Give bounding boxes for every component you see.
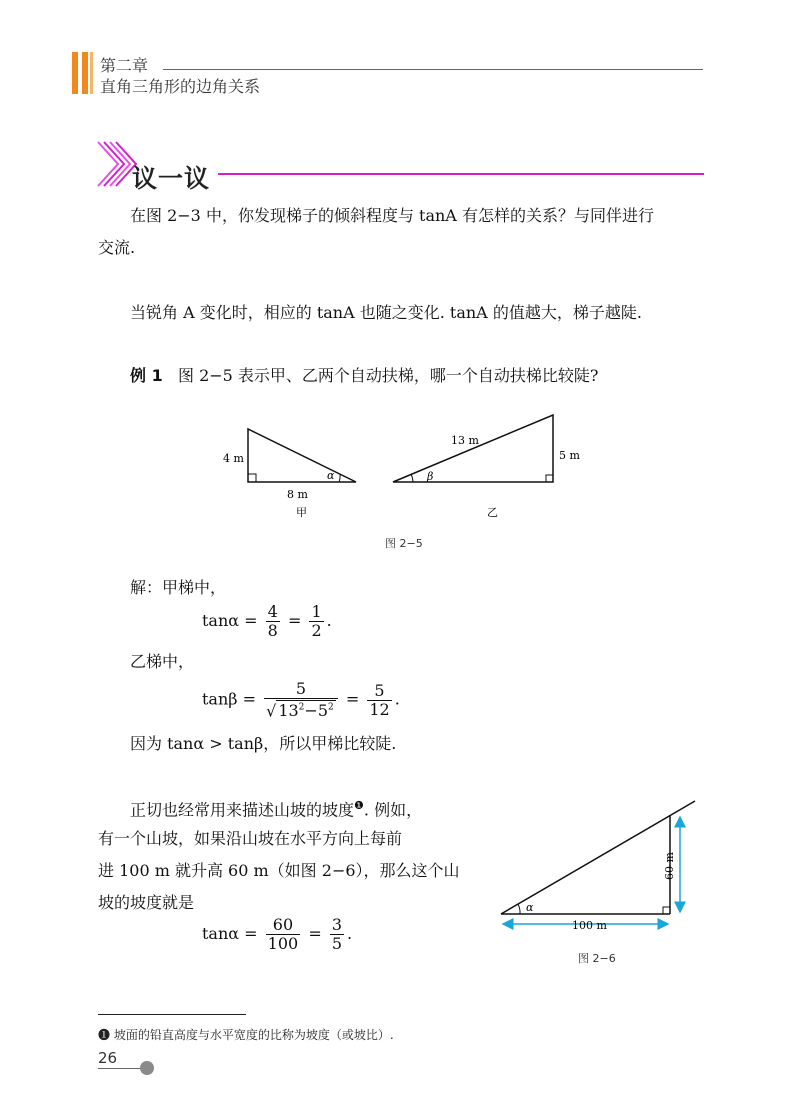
figure-2-6-caption: 图 2−6 xyxy=(578,952,616,965)
header-accent-bar-1 xyxy=(72,52,78,94)
example-label: 例 1 xyxy=(130,366,163,385)
fig26-base-label: 100 m xyxy=(572,919,607,932)
fraction xyxy=(266,916,301,953)
footnote-mark: ❶ xyxy=(98,1028,111,1042)
footnote-rule xyxy=(98,1014,246,1015)
slope-line-1 xyxy=(130,790,422,826)
figure-2-5-caption: 图 2−5 xyxy=(385,537,423,550)
equation-slope xyxy=(202,916,352,953)
page-number: 26 xyxy=(98,1049,118,1067)
header-accent-bar-3 xyxy=(90,52,93,94)
equals-sign: = xyxy=(308,924,322,943)
slope-line-2: 有一个山坡，如果沿山坡在水平方向上每前 xyxy=(98,829,403,848)
slope-text-end: . 例如， xyxy=(363,800,423,820)
section-rule xyxy=(218,173,704,175)
yi-angle-label: β xyxy=(427,470,434,483)
fig26-height-label: 60 m xyxy=(663,852,676,880)
example-line xyxy=(130,360,599,392)
paragraph-line: 在图 2−3 中，你发现梯子的倾斜程度与 tanA 有怎样的关系？与同伴进行 xyxy=(130,206,654,225)
denominator: 2 xyxy=(311,621,322,640)
header-rule xyxy=(163,69,703,70)
numerator: 1 xyxy=(311,602,322,621)
radicand-b: 5 xyxy=(317,701,328,721)
jia-angle-label: α xyxy=(327,469,335,482)
figure-2-5 xyxy=(215,410,595,525)
page-dot-icon xyxy=(140,1061,154,1075)
denominator: 12 xyxy=(369,699,390,719)
sqrt-sign: √ xyxy=(266,701,277,721)
period: . xyxy=(394,689,400,709)
equals-sign: = xyxy=(287,611,302,630)
slope-line-3: 进 100 m 就升高 60 m（如图 2−6），那么这个山 xyxy=(98,861,460,880)
eq-lhs: tanβ = xyxy=(202,689,257,709)
radicand-a: 13 xyxy=(278,701,299,721)
fraction xyxy=(266,603,280,640)
numerator: 4 xyxy=(267,602,278,621)
fraction xyxy=(330,916,344,953)
solution-yi-intro: 乙梯中， xyxy=(130,652,195,671)
triangle-jia xyxy=(248,429,356,482)
page-rule xyxy=(98,1068,144,1069)
chapter-title: 直角三角形的边角关系 xyxy=(100,77,261,96)
numerator: 3 xyxy=(331,915,342,934)
equation-tan-alpha xyxy=(202,603,332,640)
solution-intro: 解：甲梯中， xyxy=(130,578,227,597)
equation-tan-beta xyxy=(202,680,400,720)
denominator: 5 xyxy=(331,934,342,953)
denominator: 8 xyxy=(267,621,278,640)
equals-sign: = xyxy=(345,689,360,709)
numerator: 60 xyxy=(266,916,301,935)
yi-name: 乙 xyxy=(487,506,498,519)
yi-hyp-label: 13 m xyxy=(451,434,479,447)
minus-sign: − xyxy=(304,701,318,721)
slope-text: 正切也经常用来描述山坡的坡度 xyxy=(130,800,355,820)
numerator: 5 xyxy=(367,682,391,701)
jia-height-label: 4 m xyxy=(223,452,244,465)
fraction xyxy=(367,682,391,719)
footnote-text: 坡面的铅直高度与水平宽度的比称为坡度（或坡比）. xyxy=(113,1028,394,1042)
fig26-angle-label: α xyxy=(526,901,534,914)
slope-line-4: 坡的坡度就是 xyxy=(98,893,195,912)
period: . xyxy=(347,924,353,943)
example-text: 图 2−5 表示甲、乙两个自动扶梯，哪一个自动扶梯比较陡? xyxy=(177,366,599,385)
solution-conclusion: 因为 tanα > tanβ，所以甲梯比较陡. xyxy=(130,734,397,753)
exponent: 2 xyxy=(298,703,305,713)
footnote-mark: ❶ xyxy=(354,799,364,812)
radicand xyxy=(276,700,335,720)
yi-height-label: 5 m xyxy=(559,449,580,462)
jia-name: 甲 xyxy=(296,506,307,519)
denominator: 100 xyxy=(267,934,299,953)
fraction xyxy=(264,680,338,720)
figure-2-6 xyxy=(490,795,705,940)
jia-base-label: 8 m xyxy=(287,488,308,501)
paragraph: 当锐角 A 变化时，相应的 tanA 也随之变化. tanA 的值越大，梯子越陡. xyxy=(130,303,642,322)
fraction xyxy=(309,603,323,640)
section-title: 议一议 xyxy=(132,164,211,193)
paragraph-line: 交流. xyxy=(98,238,136,257)
chapter-label: 第二章 xyxy=(100,56,149,75)
header-accent-bar-2 xyxy=(82,52,88,94)
exponent: 2 xyxy=(328,703,334,713)
eq-lhs: tanα = xyxy=(202,924,258,943)
footnote xyxy=(98,1026,394,1043)
eq-lhs: tanα = xyxy=(202,611,258,630)
numerator: 5 xyxy=(264,680,338,699)
denominator xyxy=(264,699,338,720)
period: . xyxy=(326,611,332,630)
triangle-yi xyxy=(393,415,553,482)
